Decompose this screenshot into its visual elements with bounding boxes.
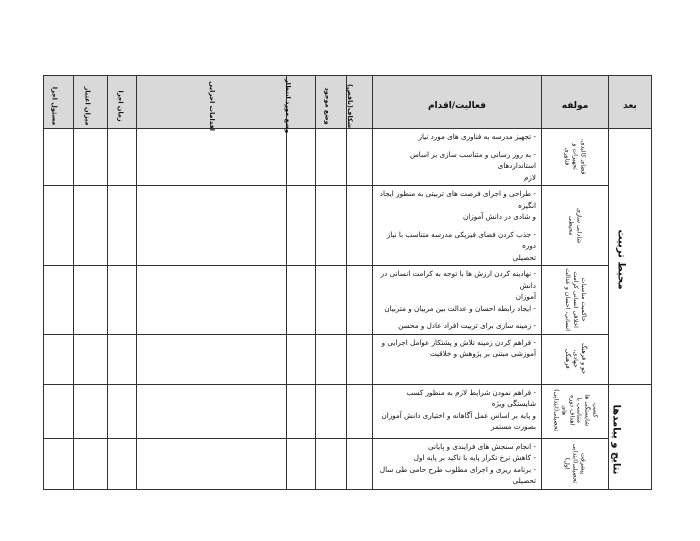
- activity-line: - فراهم نمودن شرایط لازم به منظور کسب شایستگی ویژه: [406, 387, 536, 409]
- table-row: [44, 129, 652, 186]
- empty-expected-cell[interactable]: [287, 266, 316, 335]
- empty-gap-cell[interactable]: [347, 438, 373, 489]
- component-cell: [542, 129, 609, 186]
- component-line: تحصیلی(ابتدایی): [552, 389, 560, 432]
- component-line: حاکمیت مناسبات: [579, 277, 587, 322]
- empty-timing-cell[interactable]: [108, 334, 137, 384]
- action-plan-table: [43, 75, 652, 490]
- component-line: فناوری: [564, 147, 572, 166]
- empty-credit-cell[interactable]: [74, 438, 108, 489]
- empty-timing-cell[interactable]: [108, 129, 137, 186]
- empty-gap-cell[interactable]: [347, 129, 373, 186]
- activity-line: - برنامه ریزی و اجرای مطلوب طرح حامی طی سال: [379, 464, 536, 474]
- empty-expected-cell[interactable]: [287, 334, 316, 384]
- table-row: [44, 334, 652, 384]
- empty-expected-cell[interactable]: [287, 129, 316, 186]
- empty-expected-cell[interactable]: [287, 186, 316, 266]
- empty-actions-cell[interactable]: [137, 384, 287, 438]
- header-actions: اقدامات اجرایی: [137, 76, 287, 129]
- empty-current-cell[interactable]: [316, 384, 347, 438]
- header-component: مولفه: [542, 76, 609, 129]
- activity-line: - نهادینه کردن ارزش ها با توجه به کرامت انسانی در دانش: [380, 269, 536, 290]
- dim-label: محیط تربیت: [615, 229, 627, 290]
- empty-gap-cell[interactable]: [347, 186, 373, 266]
- empty-actions-cell[interactable]: [137, 438, 287, 489]
- activity-line: بصورت مستمر: [490, 422, 536, 432]
- component-line: پیشرفت: [579, 452, 587, 474]
- empty-responsible-cell[interactable]: [44, 266, 74, 335]
- empty-timing-cell[interactable]: [108, 266, 137, 335]
- header-timing: زمان اجرا: [108, 76, 137, 129]
- activity-cell: [373, 334, 542, 384]
- empty-credit-cell[interactable]: [74, 334, 108, 384]
- header-credit: میزان اعتبار: [74, 76, 108, 129]
- activity-line: لازم: [523, 172, 536, 182]
- dim-label: نتایج و پیامدها: [610, 404, 622, 475]
- component-line: تجهیزات و: [571, 143, 579, 170]
- empty-timing-cell[interactable]: [108, 186, 137, 266]
- activity-line: - انجام سنجش های فرایندی و پایانی: [428, 441, 536, 451]
- empty-current-cell[interactable]: [316, 334, 347, 384]
- empty-gap-cell[interactable]: [347, 334, 373, 384]
- table-row: [44, 186, 652, 266]
- empty-current-cell[interactable]: [316, 438, 347, 489]
- empty-timing-cell[interactable]: [108, 384, 137, 438]
- activity-line: - به روز رسانی و متناسب سازی بر اساس استانداردهای: [410, 149, 536, 171]
- component-line: انسانی، احسان و عدالت: [564, 267, 572, 331]
- component-line: کسب: [591, 403, 599, 418]
- activity-line: - فراهم کردن زمینه تلاش و پشتکار عوامل اجرایی و: [381, 337, 536, 347]
- header-dim: بعد: [609, 76, 652, 129]
- empty-responsible-cell[interactable]: [44, 186, 74, 266]
- component-line: محیطی: [567, 216, 575, 236]
- empty-current-cell[interactable]: [316, 186, 347, 266]
- header-responsible: مسئول اجرا: [44, 76, 74, 129]
- component-line: تحصیلی(ابتدایی: [571, 443, 579, 484]
- activity-line: - طراحی و اجرای فرصت های تربیتی به منظور ایجاد انگیزه: [379, 189, 536, 210]
- activity-line: - زمینه سازی برای تربیت افراد عادل و محسن: [398, 321, 536, 331]
- empty-actions-cell[interactable]: [137, 334, 287, 384]
- component-line: جهادی،: [571, 349, 579, 368]
- empty-current-cell[interactable]: [316, 266, 347, 335]
- activity-cell: [373, 266, 542, 335]
- empty-responsible-cell[interactable]: [44, 129, 74, 186]
- header-gap: شکاف(ناقص): [347, 76, 373, 129]
- empty-expected-cell[interactable]: [287, 438, 316, 489]
- activity-line: تحصیلی: [512, 476, 536, 486]
- component-line: فرهنگی: [564, 348, 572, 369]
- component-line: متناسب با: [575, 397, 583, 424]
- activity-line: - کاهش نرخ تکرار پایه با تاکید بر پایه اول: [413, 453, 536, 463]
- header-row: [44, 76, 652, 129]
- component-line: اول): [564, 457, 572, 469]
- empty-actions-cell[interactable]: [137, 266, 287, 335]
- activity-cell: [373, 129, 542, 186]
- activity-line: و پایه بر اساس عمل آگاهانه و اختیاری دانش آموزان: [381, 410, 536, 420]
- empty-current-cell[interactable]: [316, 129, 347, 186]
- table-row: [44, 438, 652, 489]
- component-line: جو و فرهنگ: [579, 343, 587, 375]
- empty-responsible-cell[interactable]: [44, 438, 74, 489]
- empty-credit-cell[interactable]: [74, 266, 108, 335]
- empty-timing-cell[interactable]: [108, 438, 137, 489]
- activity-line: آموزان: [515, 292, 536, 302]
- dim-cell-outcomes: [609, 384, 652, 489]
- empty-responsible-cell[interactable]: [44, 384, 74, 438]
- empty-responsible-cell[interactable]: [44, 334, 74, 384]
- empty-expected-cell[interactable]: [287, 384, 316, 438]
- empty-gap-cell[interactable]: [347, 384, 373, 438]
- activity-line: و شادی در دانش آموزان: [463, 212, 536, 222]
- component-cell: [542, 266, 609, 335]
- dim-cell-environment: [609, 129, 652, 385]
- empty-credit-cell[interactable]: [74, 384, 108, 438]
- component-line: فضای کالبدی،: [579, 138, 587, 175]
- component-line: اهداف دوره: [567, 395, 575, 426]
- table-row: [44, 266, 652, 335]
- component-line: های: [560, 405, 568, 416]
- empty-gap-cell[interactable]: [347, 266, 373, 335]
- empty-credit-cell[interactable]: [74, 129, 108, 186]
- activity-line: تحصیلی: [512, 252, 536, 262]
- activity-cell: [373, 186, 542, 266]
- component-line: شادابی سازی: [575, 208, 583, 244]
- empty-actions-cell[interactable]: [137, 129, 287, 186]
- component-cell: [542, 334, 609, 384]
- activity-line: آموزشی مبتنی بر پژوهش و خلاقیت: [429, 349, 536, 359]
- activity-line: - تجهیز مدرسه به فناوری های مورد نیاز: [418, 132, 536, 141]
- header-current: وضع موجود: [316, 76, 347, 129]
- header-activity: فعالیت/اقدام: [373, 76, 542, 129]
- component-line: اخلاقی انسانی کرامت: [571, 271, 579, 328]
- activity-line: - جذب کردن فضای فیزیکی مدرسه متناسب با نیاز دوره: [386, 229, 536, 251]
- activity-line: - ایجاد رابطه احسان و عدالت بین مربیان و متربیان: [384, 303, 536, 313]
- activity-cell: [373, 384, 542, 438]
- component-line: شایستگی ها: [583, 394, 591, 427]
- table-row: [44, 384, 652, 438]
- empty-credit-cell[interactable]: [74, 186, 108, 266]
- activity-cell: [373, 438, 542, 489]
- header-expected: وضع مورد انتظار: [287, 76, 316, 129]
- empty-actions-cell[interactable]: [137, 186, 287, 266]
